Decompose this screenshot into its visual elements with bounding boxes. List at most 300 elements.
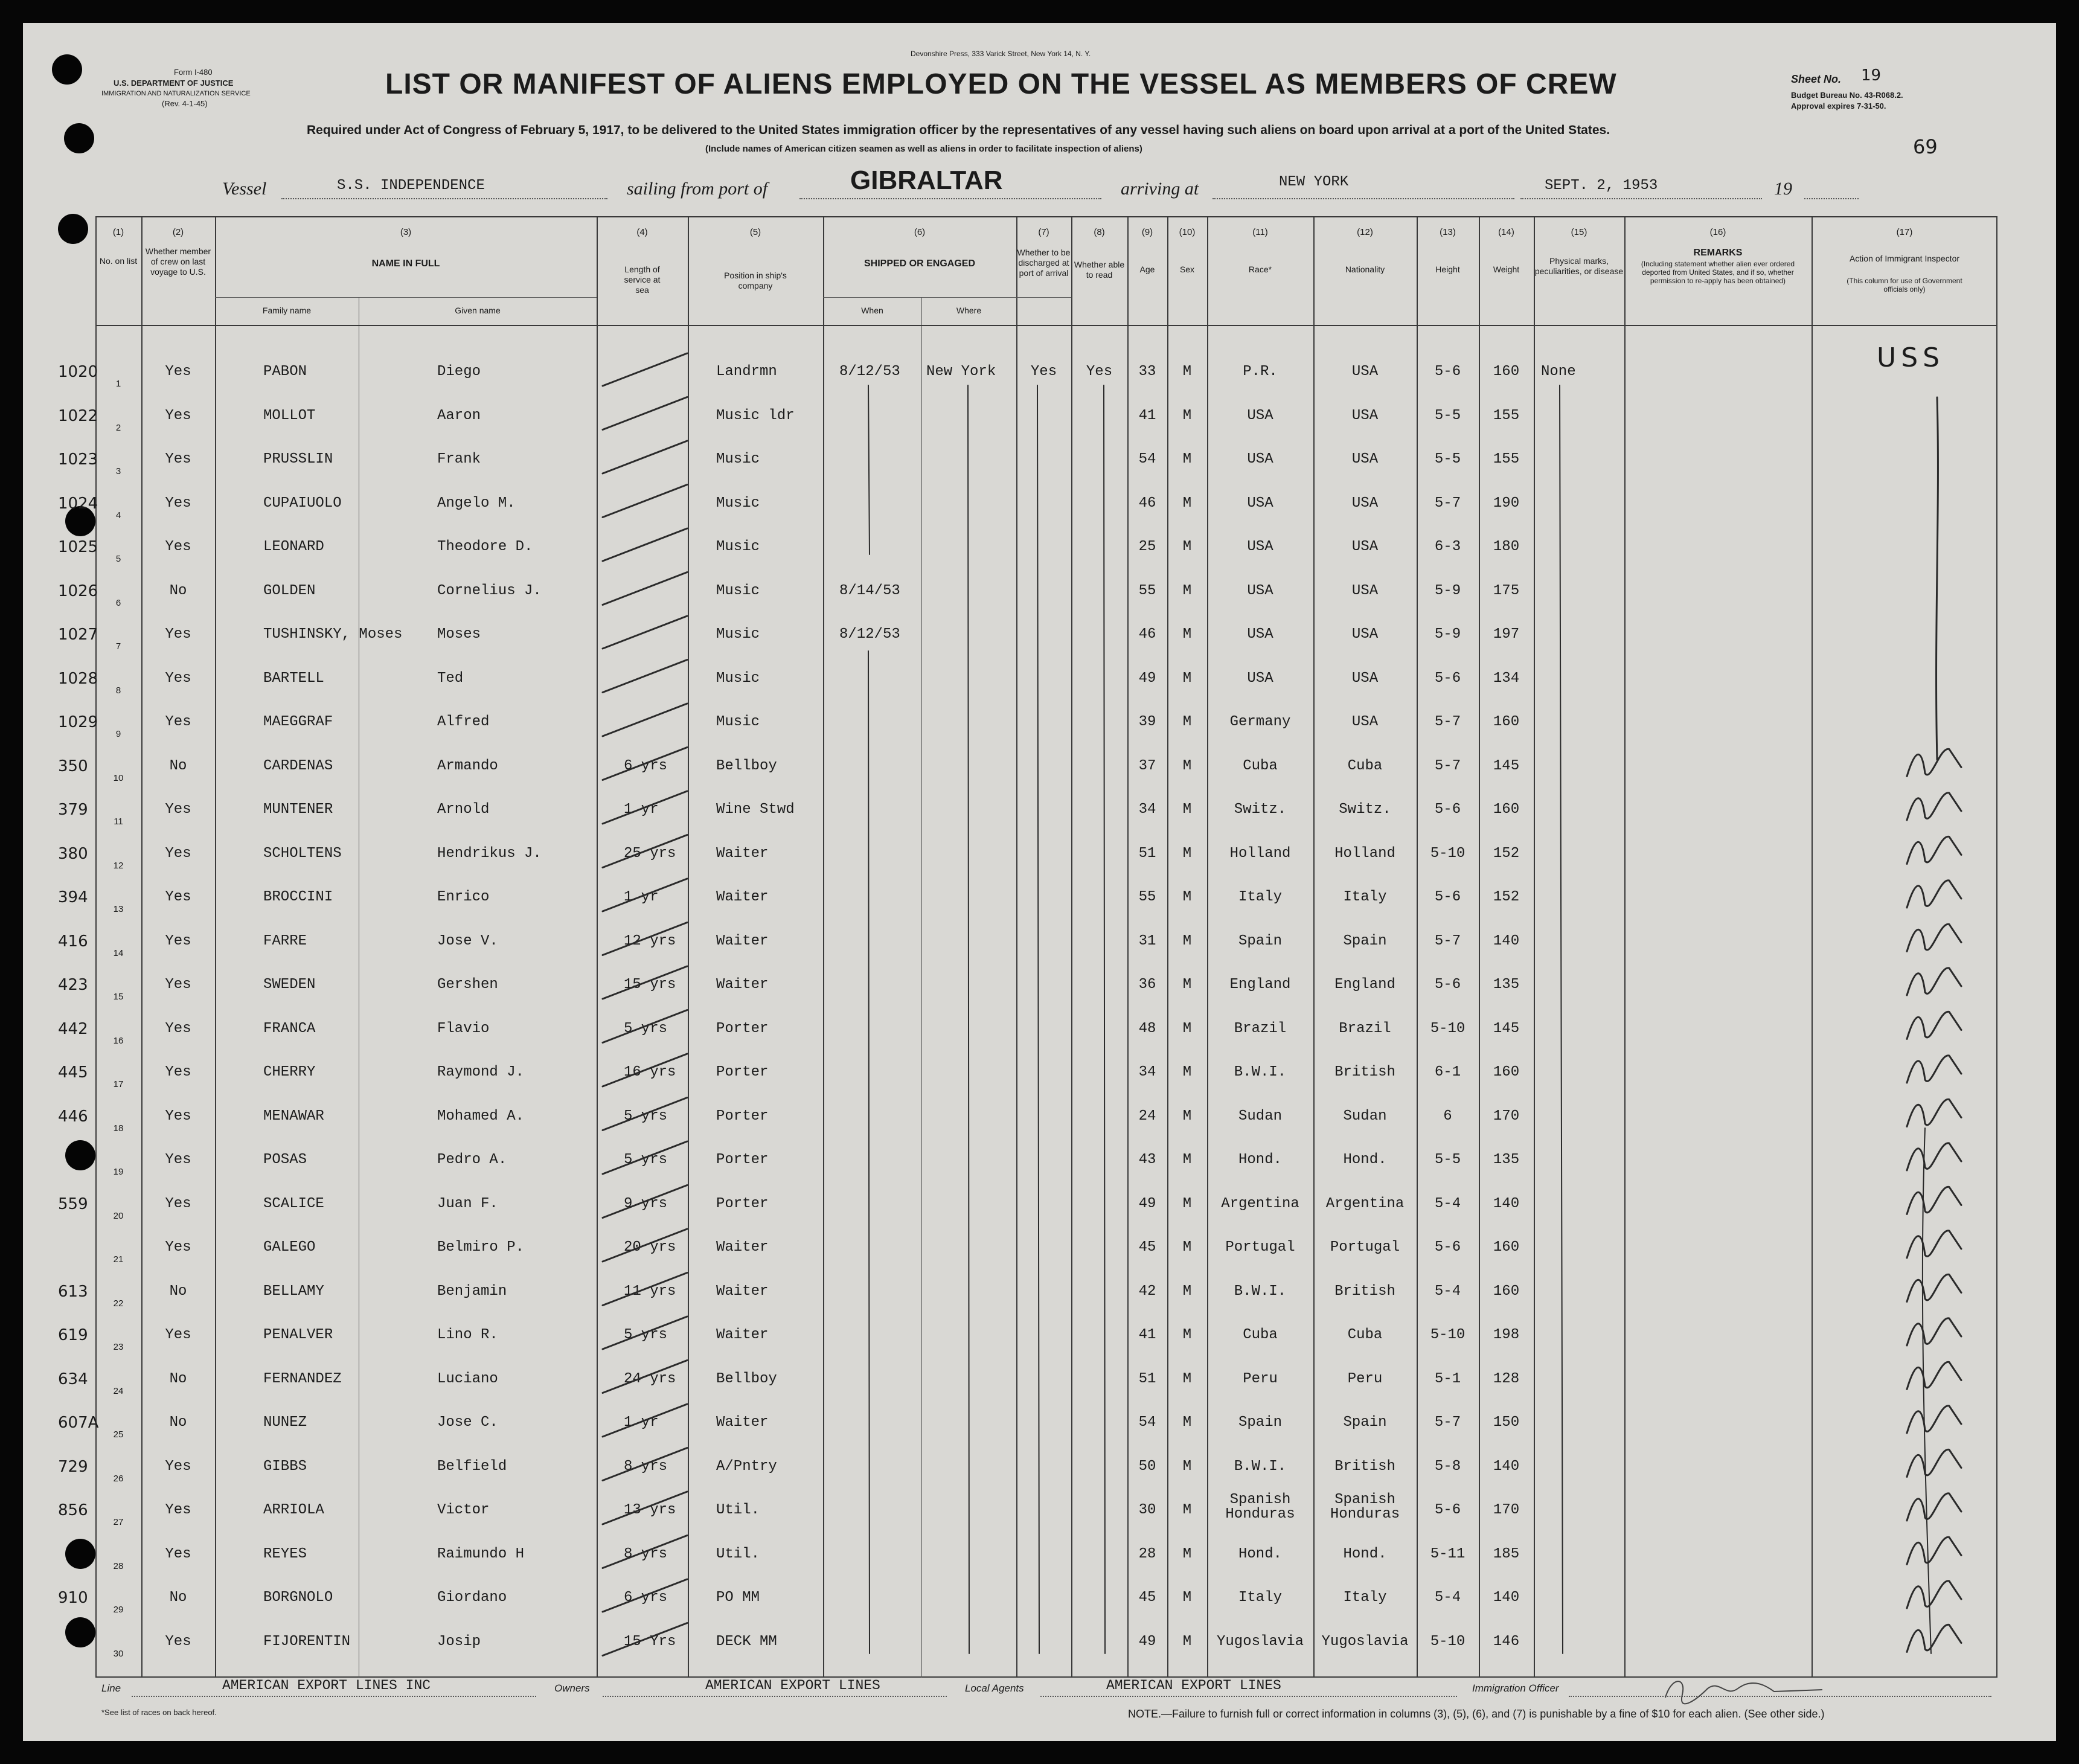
family-name: FIJORENTIN (263, 1633, 351, 1650)
age: 25 (1138, 539, 1156, 555)
race: USA (1247, 582, 1273, 599)
local-agents-label: Local Agents (965, 1682, 1024, 1694)
required-statement: Required under Act of Congress of February 5, 1917, to be delivered to the United States immigration officer by the representatives of any vessel having such aliens on board upon arrival at a port of the United States. (307, 123, 1610, 137)
given-name: Aaron (437, 407, 481, 424)
col-num: (6) (914, 227, 926, 237)
position: DECK MM (716, 1633, 777, 1650)
crew-ref-number: 729 (58, 1457, 88, 1476)
sex: M (1182, 1589, 1192, 1606)
punch-hole (52, 54, 82, 85)
position: Music (716, 714, 760, 730)
prev-voyage: Yes (165, 1195, 191, 1212)
given-name: Lino R. (437, 1327, 498, 1343)
given-name: Pedro A. (437, 1152, 507, 1168)
sex: M (1182, 932, 1192, 949)
sex: M (1182, 364, 1192, 380)
sex: M (1182, 757, 1192, 774)
nationality: British (1334, 1458, 1395, 1475)
header-height: Height (1435, 265, 1460, 274)
weight: 198 (1493, 1327, 1520, 1343)
position: Porter (716, 1195, 769, 1212)
header-shipped-engaged: SHIPPED OR ENGAGED (863, 258, 976, 269)
shipped-when: 8/14/53 (839, 582, 900, 599)
prev-voyage: Yes (165, 407, 191, 424)
header-inspector-action: Action of Immigrant Inspector (1849, 254, 1960, 263)
prev-voyage: Yes (165, 539, 191, 555)
age: 49 (1138, 1195, 1156, 1212)
family-name: PABON (263, 364, 307, 380)
sex: M (1182, 451, 1192, 467)
crew-ref-number: 910 (58, 1589, 88, 1607)
given-name: Moses (437, 626, 481, 643)
header-physical-marks: Physical marks, peculiarities, or disease (1534, 256, 1624, 276)
height: 5-6 (1434, 889, 1461, 905)
row-line-number: 4 (115, 510, 121, 521)
row-line-number: 24 (113, 1385, 124, 1396)
height: 5-4 (1434, 1283, 1461, 1300)
height: 6-1 (1434, 1064, 1461, 1080)
crew-ref-number: 1027 (58, 626, 98, 644)
nationality: Brazil (1339, 1020, 1391, 1037)
weight: 160 (1493, 364, 1520, 380)
weight: 175 (1493, 582, 1520, 599)
family-name: NUNEZ (263, 1414, 307, 1431)
weight: 128 (1493, 1370, 1520, 1387)
length-of-service: 12 yrs (624, 932, 676, 949)
sex: M (1182, 714, 1192, 730)
row-line-number: 12 (113, 860, 124, 871)
weight: 160 (1493, 714, 1520, 730)
sex: M (1182, 407, 1192, 424)
height: 5-7 (1434, 714, 1461, 730)
given-name: Cornelius J. (437, 582, 542, 599)
race: USA (1247, 626, 1273, 643)
length-of-service: 15 yrs (624, 977, 676, 993)
given-name: Frank (437, 451, 481, 467)
col-num: (8) (1094, 227, 1105, 237)
position: PO MM (716, 1589, 760, 1606)
position: Landrmn (716, 364, 777, 380)
height: 5-7 (1434, 932, 1461, 949)
service-name: IMMIGRATION AND NATURALIZATION SERVICE (101, 90, 251, 97)
position: Waiter (716, 977, 769, 993)
position: Waiter (716, 1327, 769, 1343)
crew-ref-number: 1024 (58, 494, 98, 513)
header-discharge: Whether to be discharged at port of arrival (1017, 248, 1071, 278)
given-name: Mohamed A. (437, 1108, 525, 1124)
nationality: Hond. (1343, 1545, 1387, 1562)
height: 5-8 (1434, 1458, 1461, 1475)
race: Cuba (1243, 757, 1278, 774)
race: B.W.I. (1234, 1064, 1287, 1080)
age: 24 (1138, 1108, 1156, 1124)
printer-line: Devonshire Press, 333 Varick Street, New York 14, N. Y. (911, 50, 1091, 58)
row-line-number: 8 (115, 685, 121, 696)
col-num: (7) (1038, 227, 1049, 237)
crew-ref-number: 379 (58, 801, 88, 819)
able-to-read: Yes (1086, 364, 1113, 380)
race: Yugoslavia (1216, 1633, 1304, 1650)
family-name: GALEGO (263, 1239, 316, 1256)
family-name: MAEGGRAF (263, 714, 333, 730)
col-num: (5) (749, 227, 761, 237)
nationality: Yugoslavia (1321, 1633, 1409, 1650)
crew-ref-number: 1020 (58, 363, 98, 381)
family-name: CUPAIUOLO (263, 495, 342, 512)
family-name: MENAWAR (263, 1108, 324, 1124)
position: Util. (716, 1502, 760, 1518)
form-revision: (Rev. 4-1-45) (162, 99, 208, 108)
position: Waiter (716, 932, 769, 949)
sex: M (1182, 1195, 1192, 1212)
given-name: Arnold (437, 801, 490, 818)
prev-voyage: Yes (165, 1239, 191, 1256)
crew-ref-number: 445 (58, 1063, 88, 1082)
races-footnote: *See list of races on back hereof. (101, 1708, 217, 1717)
sailing-from-label: sailing from port of (627, 179, 768, 199)
shipped-where: New York (926, 364, 996, 380)
position: Music (716, 495, 760, 512)
position: Porter (716, 1108, 769, 1124)
weight: 155 (1493, 451, 1520, 467)
crew-ref-number: 416 (58, 932, 88, 951)
family-name: PENALVER (263, 1327, 333, 1343)
position: Waiter (716, 889, 769, 905)
nationality: Peru (1347, 1370, 1383, 1387)
age: 51 (1138, 1370, 1156, 1387)
nationality: USA (1351, 451, 1379, 467)
crew-ref-number: 856 (58, 1501, 88, 1519)
family-name: REYES (263, 1545, 307, 1562)
row-line-number: 14 (113, 948, 124, 958)
crew-ref-number: 1029 (58, 713, 98, 731)
given-name: Diego (437, 364, 481, 380)
length-of-service: 5 yrs (624, 1327, 668, 1343)
race: Portugal (1225, 1239, 1295, 1256)
arriving-port: NEW YORK (1279, 174, 1349, 190)
col-num: (12) (1357, 227, 1373, 237)
family-name: BROCCINI (263, 889, 333, 905)
sex: M (1182, 539, 1192, 555)
family-name: SCHOLTENS (263, 845, 342, 862)
given-name: Gershen (437, 977, 498, 993)
col-num: (9) (1141, 227, 1153, 237)
weight: 170 (1493, 1502, 1520, 1518)
row-line-number: 9 (115, 729, 121, 739)
sex: M (1182, 1633, 1192, 1650)
weight: 155 (1493, 407, 1520, 424)
row-line-number: 20 (113, 1210, 124, 1221)
position: Wine Stwd (716, 801, 795, 818)
age: 51 (1138, 845, 1156, 862)
given-name: Alfred (437, 714, 490, 730)
sex: M (1182, 977, 1192, 993)
penalty-note: NOTE.—Failure to furnish full or correct information in columns (3), (5), (6), and (7) is punishable by a fine of $10 for each alien. (See other side.) (1128, 1708, 1825, 1720)
family-name: FRANCA (263, 1020, 316, 1037)
race: Holland (1229, 845, 1291, 862)
prev-voyage: Yes (165, 1108, 191, 1124)
race: USA (1247, 539, 1273, 555)
row-line-number: 25 (113, 1429, 124, 1440)
weight: 180 (1493, 539, 1520, 555)
age: 45 (1138, 1239, 1156, 1256)
family-name: SWEDEN (263, 977, 316, 993)
position: Music (716, 451, 760, 467)
family-name: LEONARD (263, 539, 324, 555)
position: Waiter (716, 845, 769, 862)
height: 6-3 (1434, 539, 1461, 555)
race: B.W.I. (1234, 1283, 1287, 1300)
owners-name: AMERICAN EXPORT LINES (705, 1678, 880, 1693)
length-of-service: 9 yrs (624, 1195, 668, 1212)
position: Bellboy (716, 757, 777, 774)
race: Switz. (1234, 801, 1287, 818)
prev-voyage: Yes (165, 1020, 191, 1037)
weight: 160 (1493, 801, 1520, 818)
height: 5-7 (1434, 757, 1461, 774)
sex: M (1182, 1370, 1192, 1387)
weight: 135 (1493, 1152, 1520, 1168)
race: Cuba (1243, 1327, 1278, 1343)
length-of-service: 1 yr (624, 889, 659, 905)
crew-ref-number: 607A (58, 1414, 99, 1432)
length-of-service: 15 Yrs (624, 1633, 676, 1650)
arriving-at-label: arriving at (1121, 179, 1199, 199)
length-of-service: 6 yrs (624, 1589, 668, 1606)
race: Hond. (1238, 1152, 1282, 1168)
sex: M (1182, 1064, 1192, 1080)
height: 5-5 (1434, 407, 1461, 424)
row-line-number: 6 (115, 597, 121, 608)
nationality: Holland (1334, 845, 1395, 862)
row-line-number: 11 (114, 816, 123, 827)
position: Music (716, 582, 760, 599)
nationality: USA (1351, 364, 1379, 380)
age: 28 (1138, 1545, 1156, 1562)
nationality: British (1334, 1064, 1395, 1080)
prev-voyage: Yes (165, 1502, 191, 1518)
nationality: Portugal (1330, 1239, 1400, 1256)
height: 5-9 (1434, 626, 1461, 643)
prev-voyage: Yes (165, 451, 191, 467)
row-line-number: 17 (113, 1079, 124, 1089)
punch-hole (65, 1539, 95, 1569)
nationality: Spanish Honduras (1330, 1492, 1400, 1522)
nationality: Hond. (1343, 1152, 1387, 1168)
sex: M (1182, 845, 1192, 862)
sex: M (1182, 889, 1192, 905)
nationality: Spain (1343, 1414, 1387, 1431)
header-nationality: Nationality (1345, 265, 1385, 274)
row-line-number: 2 (115, 422, 121, 433)
sex: M (1182, 1020, 1192, 1037)
race: Brazil (1234, 1020, 1287, 1037)
race: Argentina (1221, 1195, 1299, 1212)
shipped-when: 8/12/53 (839, 626, 900, 643)
height: 5-7 (1434, 1414, 1461, 1431)
prev-voyage: No (169, 1414, 187, 1431)
crew-ref-number: 350 (58, 757, 88, 775)
given-name: Juan F. (437, 1195, 498, 1212)
punch-hole (58, 214, 88, 244)
given-name: Raimundo H (437, 1545, 525, 1562)
header-no-on-list: No. on list (99, 256, 138, 266)
height: 5-6 (1434, 801, 1461, 818)
length-of-service: 8 yrs (624, 1458, 668, 1475)
prev-voyage: Yes (165, 1152, 191, 1168)
row-line-number: 16 (113, 1035, 124, 1046)
race: USA (1247, 407, 1273, 424)
row-line-number: 21 (113, 1254, 124, 1265)
weight: 160 (1493, 1283, 1520, 1300)
col-num: (13) (1440, 227, 1456, 237)
nationality: USA (1351, 539, 1379, 555)
header-remarks-sub: (Including statement whether alien ever ordered deported from United States, and if so, whether permission to re-apply has been obtained) (1641, 260, 1795, 285)
length-of-service: 8 yrs (624, 1545, 668, 1562)
col-num: (4) (636, 227, 648, 237)
given-name: Jose C. (437, 1414, 498, 1431)
weight: 140 (1493, 1195, 1520, 1212)
position: Porter (716, 1152, 769, 1168)
family-name: FARRE (263, 932, 307, 949)
sex: M (1182, 1327, 1192, 1343)
family-name: TUSHINSKY, Moses (263, 626, 403, 643)
weight: 152 (1493, 845, 1520, 862)
prev-voyage: Yes (165, 1327, 191, 1343)
sheet-label: Sheet No. (1791, 73, 1842, 85)
nationality: Italy (1343, 889, 1387, 905)
age: 34 (1138, 1064, 1156, 1080)
age: 37 (1138, 757, 1156, 774)
nationality: British (1334, 1283, 1395, 1300)
prev-voyage: Yes (165, 1064, 191, 1080)
length-of-service: 5 yrs (624, 1152, 668, 1168)
row-line-number: 23 (113, 1342, 124, 1352)
length-of-service: 6 yrs (624, 757, 668, 774)
sheet-number: 19 (1861, 66, 1882, 85)
height: 5-10 (1430, 845, 1466, 862)
col-num: (1) (112, 227, 124, 237)
position: Music (716, 670, 760, 687)
length-of-service: 1 yr (624, 1414, 659, 1431)
age: 45 (1138, 1589, 1156, 1606)
crew-ref-number: 1023 (58, 451, 98, 469)
height: 5-6 (1434, 977, 1461, 993)
crew-ref-number: 1022 (58, 406, 98, 425)
family-name: POSAS (263, 1152, 307, 1168)
family-name: BARTELL (263, 670, 324, 687)
age: 30 (1138, 1502, 1156, 1518)
row-line-number: 7 (115, 641, 121, 652)
sex: M (1182, 1545, 1192, 1562)
weight: 140 (1493, 1589, 1520, 1606)
row-line-number: 30 (113, 1648, 124, 1659)
header-weight: Weight (1493, 265, 1520, 274)
age: 39 (1138, 714, 1156, 730)
age: 54 (1138, 1414, 1156, 1431)
include-note: (Include names of American citizen seamen as well as aliens in order to facilitate inspection of aliens) (705, 144, 1142, 154)
header-position: Position in ship's company (724, 271, 787, 290)
family-name: ARRIOLA (263, 1502, 324, 1518)
race: Hond. (1238, 1545, 1282, 1562)
nationality: Cuba (1347, 1327, 1383, 1343)
race: Italy (1238, 1589, 1282, 1606)
page-number: 69 (1913, 135, 1938, 158)
given-name: Belmiro P. (437, 1239, 525, 1256)
position: Porter (716, 1020, 769, 1037)
vessel-label: Vessel (222, 179, 267, 199)
height: 5-10 (1430, 1020, 1466, 1037)
weight: 197 (1493, 626, 1520, 643)
given-name: Enrico (437, 889, 490, 905)
height: 5-10 (1430, 1327, 1466, 1343)
sex: M (1182, 626, 1192, 643)
row-line-number: 18 (113, 1123, 124, 1134)
age: 46 (1138, 495, 1156, 512)
line-name: AMERICAN EXPORT LINES INC (222, 1678, 431, 1693)
col-num: (3) (400, 227, 412, 237)
nationality: Cuba (1347, 757, 1383, 774)
given-name: Giordano (437, 1589, 507, 1606)
sex: M (1182, 670, 1192, 687)
crew-table (95, 216, 1997, 1678)
weight: 140 (1493, 1458, 1520, 1475)
given-name: Luciano (437, 1370, 498, 1387)
owners-label: Owners (554, 1682, 590, 1694)
nationality: USA (1351, 582, 1379, 599)
weight: 140 (1493, 932, 1520, 949)
height: 6 (1443, 1108, 1452, 1124)
header-prev-voyage: Whether member of crew on last voyage to U.S. (145, 246, 211, 277)
age: 49 (1138, 1633, 1156, 1650)
manifest-sheet (23, 23, 2056, 1741)
length-of-service: 13 yrs (624, 1502, 676, 1518)
given-name: Theodore D. (437, 539, 533, 555)
nationality: USA (1351, 626, 1379, 643)
family-name: BELLAMY (263, 1283, 324, 1300)
nationality: USA (1351, 670, 1379, 687)
length-of-service: 11 yrs (624, 1283, 676, 1300)
nationality: USA (1351, 495, 1379, 512)
family-name: CHERRY (263, 1064, 316, 1080)
crew-ref-number: 559 (58, 1195, 88, 1213)
header-when: When (861, 306, 883, 315)
from-port: GIBRALTAR (850, 165, 1003, 195)
age: 41 (1138, 1327, 1156, 1343)
crew-ref-number: 423 (58, 976, 88, 994)
immigration-officer-label: Immigration Officer (1472, 1682, 1559, 1694)
race: P.R. (1243, 364, 1278, 380)
row-line-number: 10 (113, 772, 124, 783)
height: 5-6 (1434, 1502, 1461, 1518)
weight: 145 (1493, 757, 1520, 774)
nationality: Sudan (1343, 1108, 1387, 1124)
nationality: USA (1351, 714, 1379, 730)
col-num: (11) (1252, 227, 1268, 237)
length-of-service: 24 yrs (624, 1370, 676, 1387)
weight: 145 (1493, 1020, 1520, 1037)
header-where: Where (956, 306, 982, 315)
race: Spain (1238, 1414, 1282, 1431)
prev-voyage: No (169, 582, 187, 599)
age: 41 (1138, 407, 1156, 424)
header-name-in-full: NAME IN FULL (371, 258, 440, 269)
col-num: (14) (1498, 227, 1514, 237)
position: Bellboy (716, 1370, 777, 1387)
age: 43 (1138, 1152, 1156, 1168)
race: Germany (1229, 714, 1291, 730)
height: 5-6 (1434, 364, 1461, 380)
